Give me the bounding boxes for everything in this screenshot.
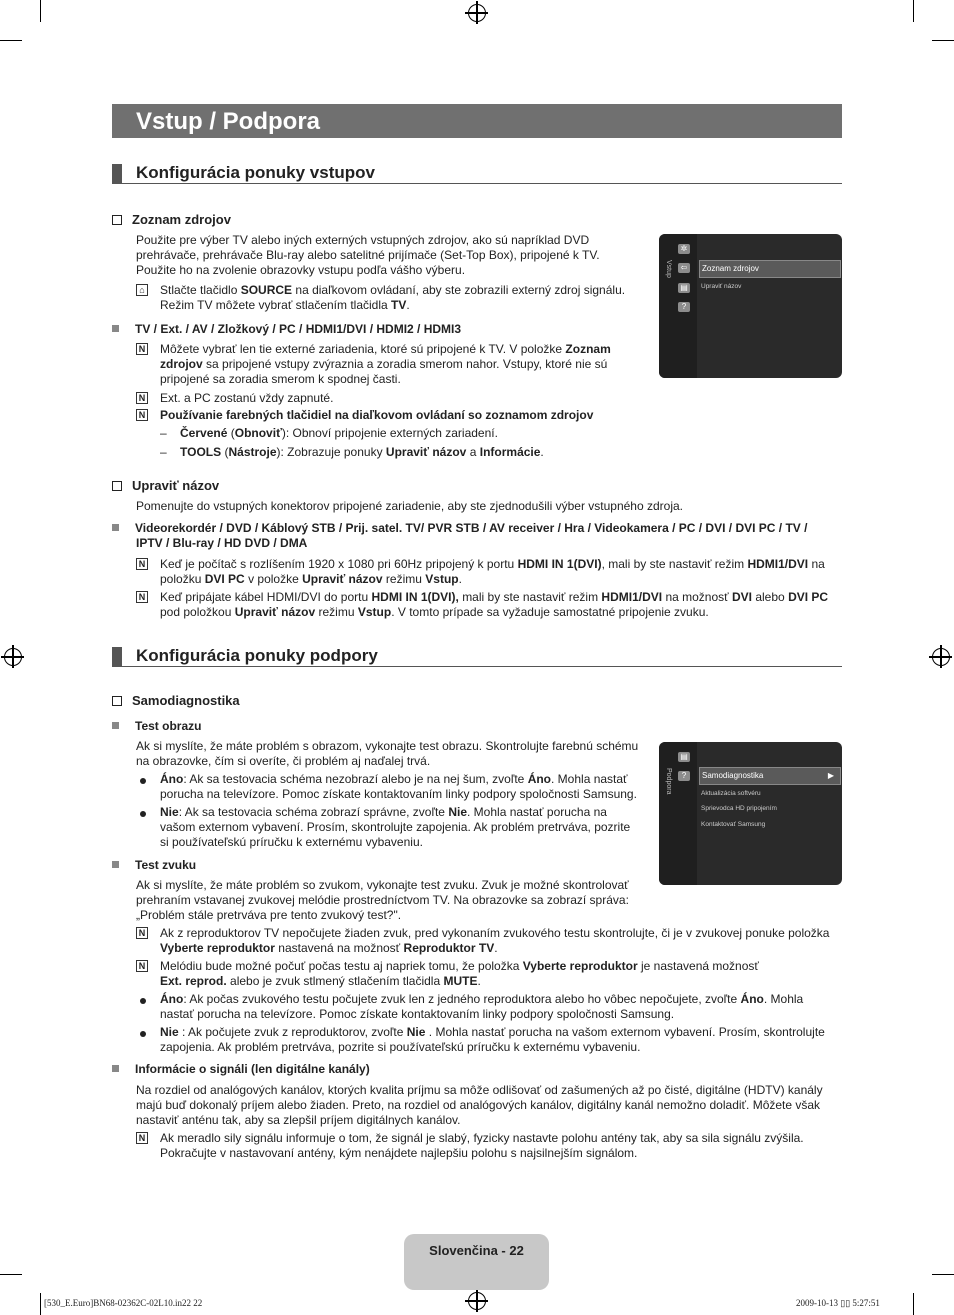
menu-item-kontakt[interactable]: Kontaktovať Samsung bbox=[701, 821, 766, 828]
section-heading: Konfigurácia ponuky vstupov bbox=[112, 162, 842, 184]
list-heading: Test obrazu bbox=[112, 719, 201, 734]
support-icon: ? bbox=[678, 302, 690, 312]
registration-mark-icon bbox=[4, 648, 22, 666]
list-heading: TV / Ext. / AV / Zložkový / PC / HDMI1/DVI / HDMI2 / HDMI3 bbox=[112, 322, 461, 337]
dash-item: – TOOLS (Nástroje): Zobrazuje ponuky Upraviť názov a Informácie. bbox=[160, 445, 544, 459]
bullet-icon bbox=[140, 998, 146, 1004]
note-icon: N bbox=[136, 343, 148, 355]
crop-mark bbox=[0, 1274, 22, 1275]
paragraph: Použite pre výber TV alebo iných externých vstupných zdrojov, ako sú napríklad DVD prehrávače, prehrávače Blu-ray alebo satelitné prijímače (Set-Top Box), pripojené k TV. Použite ho na zvolenie obrazovky vstupu podľa vášho výberu. bbox=[136, 233, 600, 277]
checkbox-icon bbox=[112, 215, 122, 225]
paragraph: Ak si myslíte, že máte problém so zvukom, vykonajte test zvuku. Zvuk je možné skontrolovať prehraním vstavanej zvukovej melódie prostredníctvom TV. Na obrazovke sa zobrazí správa: „Problém stále pretrváva pre tento zvukový test?". bbox=[136, 878, 629, 922]
subheading-zoznam: Zoznam zdrojov bbox=[112, 212, 231, 228]
crop-mark bbox=[40, 1293, 41, 1315]
bullet-icon bbox=[140, 778, 146, 784]
note-icon: N bbox=[136, 409, 148, 421]
list-heading: Videorekordér / DVD / Káblový STB / Prij. satel. TV/ PVR STB / AV receiver / Hra / Videokamera / PC / DVI / DVI PC / TV / IPTV / Blu-ray / HD DVD / DMA bbox=[112, 521, 842, 551]
list-heading: Test zvuku bbox=[112, 858, 196, 873]
remote-icon: ⌂ bbox=[136, 284, 148, 296]
registration-mark-icon bbox=[468, 1292, 486, 1310]
crop-mark bbox=[913, 1293, 914, 1315]
paragraph: Na rozdiel od analógových kanálov, ktorých kvalita príjmu sa môže odlišovať od zašumených až po čisté, digitálne (HDTV) kanály majú buď dokonalý príjem alebo žiaden. Preto, na rozdiel od analógových kanálov, digitálny kanál nemožno doladiť. Môžete však nastaviť anténu tak, aby sa zlepšil príjem digitálnych kanálov. bbox=[136, 1083, 823, 1127]
square-bullet-icon bbox=[112, 861, 119, 868]
paragraph: Ak si myslíte, že máte problém s obrazom, vykonajte test obrazu. Skontrolujte farebnú schému na obrazovke, čím si overíte, či problém aj naďalej trvá. bbox=[136, 739, 639, 768]
menu-item-zoznam-zdrojov[interactable]: Zoznam zdrojov bbox=[699, 260, 841, 278]
registration-mark-icon bbox=[468, 4, 486, 22]
picture-icon: ✲ bbox=[678, 244, 690, 254]
section-heading: Konfigurácia ponuky podpory bbox=[112, 645, 842, 667]
note-icon: N bbox=[136, 392, 148, 404]
menu-item-aktualizacia[interactable]: Aktualizácia softvéru bbox=[701, 790, 761, 797]
print-slug-right: 2009-10-13 ▯▯ 5:27:51 bbox=[796, 1298, 880, 1308]
crop-mark bbox=[913, 0, 914, 22]
tv-menu-podpora: Podpora ▤ ? Samodiagnostika ▶ Aktualizácia softvéru Sprievodca HD pripojením Kontaktovať Samsung bbox=[659, 742, 842, 885]
list-heading: Informácie o signáli (len digitálne kanály) bbox=[112, 1062, 370, 1077]
square-bullet-icon bbox=[112, 1065, 119, 1072]
print-slug-left: [530_E.Euro]BN68-02362C-02L10.in22 22 bbox=[44, 1298, 203, 1308]
dash-item: – Červené (Obnoviť): Obnoví pripojenie externých zariadení. bbox=[160, 426, 498, 440]
application-icon: ▤ bbox=[678, 283, 690, 293]
subheading-upravit: Upraviť názov bbox=[112, 478, 219, 494]
crop-mark bbox=[932, 1274, 954, 1275]
subheading-samodiagnostika: Samodiagnostika bbox=[112, 693, 240, 709]
note-icon: N bbox=[136, 960, 148, 972]
page-title-bar bbox=[112, 104, 842, 138]
checkbox-icon bbox=[112, 481, 122, 491]
menu-item-samodiagnostika[interactable]: Samodiagnostika ▶ bbox=[699, 767, 841, 785]
note-icon: N bbox=[136, 558, 148, 570]
note-icon: N bbox=[136, 927, 148, 939]
note-icon: N bbox=[136, 591, 148, 603]
square-bullet-icon bbox=[112, 722, 119, 729]
menu-item-sprievodca[interactable]: Sprievodca HD pripojením bbox=[701, 805, 777, 812]
checkbox-icon bbox=[112, 696, 122, 706]
bullet-icon bbox=[140, 1031, 146, 1037]
support-icon: ? bbox=[678, 771, 690, 781]
input-icon: ⇦ bbox=[678, 263, 690, 273]
page-number-tab: Slovenčina - 22 bbox=[404, 1234, 549, 1290]
crop-mark bbox=[0, 40, 22, 41]
page-title: Vstup / Podpora bbox=[136, 108, 321, 135]
square-bullet-icon bbox=[112, 325, 119, 332]
crop-mark bbox=[40, 0, 41, 22]
bullet-icon bbox=[140, 811, 146, 817]
arrow-right-icon: ▶ bbox=[827, 771, 834, 780]
tv-menu-vstup: Vstup ✲ ⇦ ▤ ? Zoznam zdrojov Upraviť názov bbox=[659, 234, 842, 378]
note-icon: N bbox=[136, 1132, 148, 1144]
crop-mark bbox=[932, 40, 954, 41]
paragraph: Pomenujte do vstupných konektorov pripojené zariadenie, aby ste zjednodušili výber vstupného zdroja. bbox=[136, 499, 683, 513]
registration-mark-icon bbox=[932, 648, 950, 666]
menu-item-upravit-nazov[interactable]: Upraviť názov bbox=[701, 283, 742, 290]
square-bullet-icon bbox=[112, 524, 119, 531]
application-icon: ▤ bbox=[678, 752, 690, 762]
